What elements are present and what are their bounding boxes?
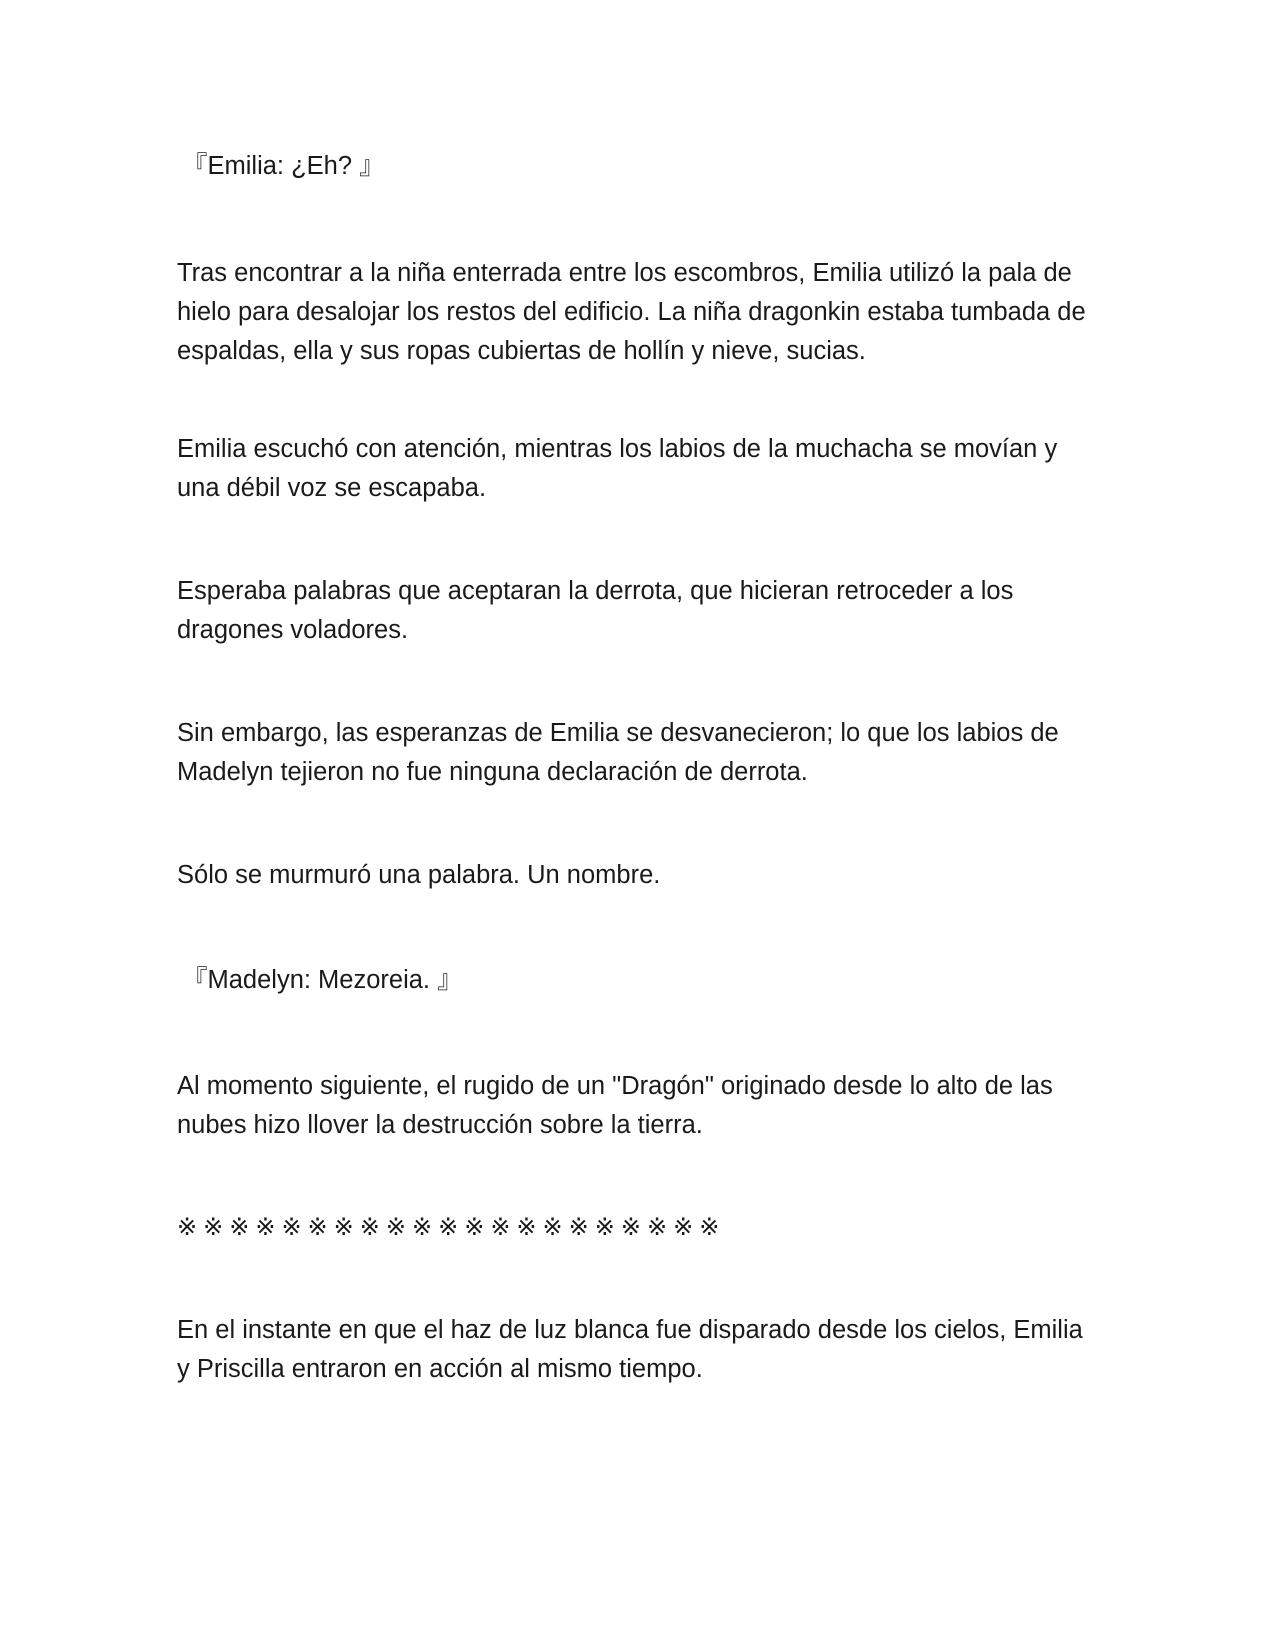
paragraph-1: Tras encontrar a la niña enterrada entre los escombros, Emilia utilizó la pala de hielo para desalojar los restos del edificio. La niña dragonkin estaba tumbada de espaldas, ella y sus ropas cubiertas de hollín y nieve, sucias. bbox=[177, 259, 1086, 365]
paragraph-9: En el instante en que el haz de luz blanca fue disparado desde los cielos, Emilia y Priscilla entraron en acción al mismo tiempo. bbox=[177, 1316, 1083, 1383]
dialogue-madelyn: 『Madelyn: Mezoreia. 』 bbox=[182, 966, 463, 994]
paragraph-4: Sin embargo, las esperanzas de Emilia se desvanecieron; lo que los labios de Madelyn tejieron no fue ninguna declaración de derrota. bbox=[177, 719, 1059, 786]
paragraph-2: Emilia escuchó con atención, mientras los labios de la muchacha se movían y una débil voz se escapaba. bbox=[177, 435, 1058, 502]
paragraph-7: Al momento siguiente, el rugido de un "Dragón" originado desde lo alto de las nubes hizo llover la destrucción sobre la tierra. bbox=[177, 1072, 1053, 1139]
paragraph-3: Esperaba palabras que aceptaran la derrota, que hicieran retroceder a los dragones voladores. bbox=[177, 577, 1014, 644]
dialogue-emilia: 『Emilia: ¿Eh? 』 bbox=[182, 152, 385, 180]
paragraph-5: Sólo se murmuró una palabra. Un nombre. bbox=[177, 861, 661, 889]
scene-separator: ※※※※※※※※※※※※※※※※※※※※※ bbox=[177, 1213, 726, 1241]
